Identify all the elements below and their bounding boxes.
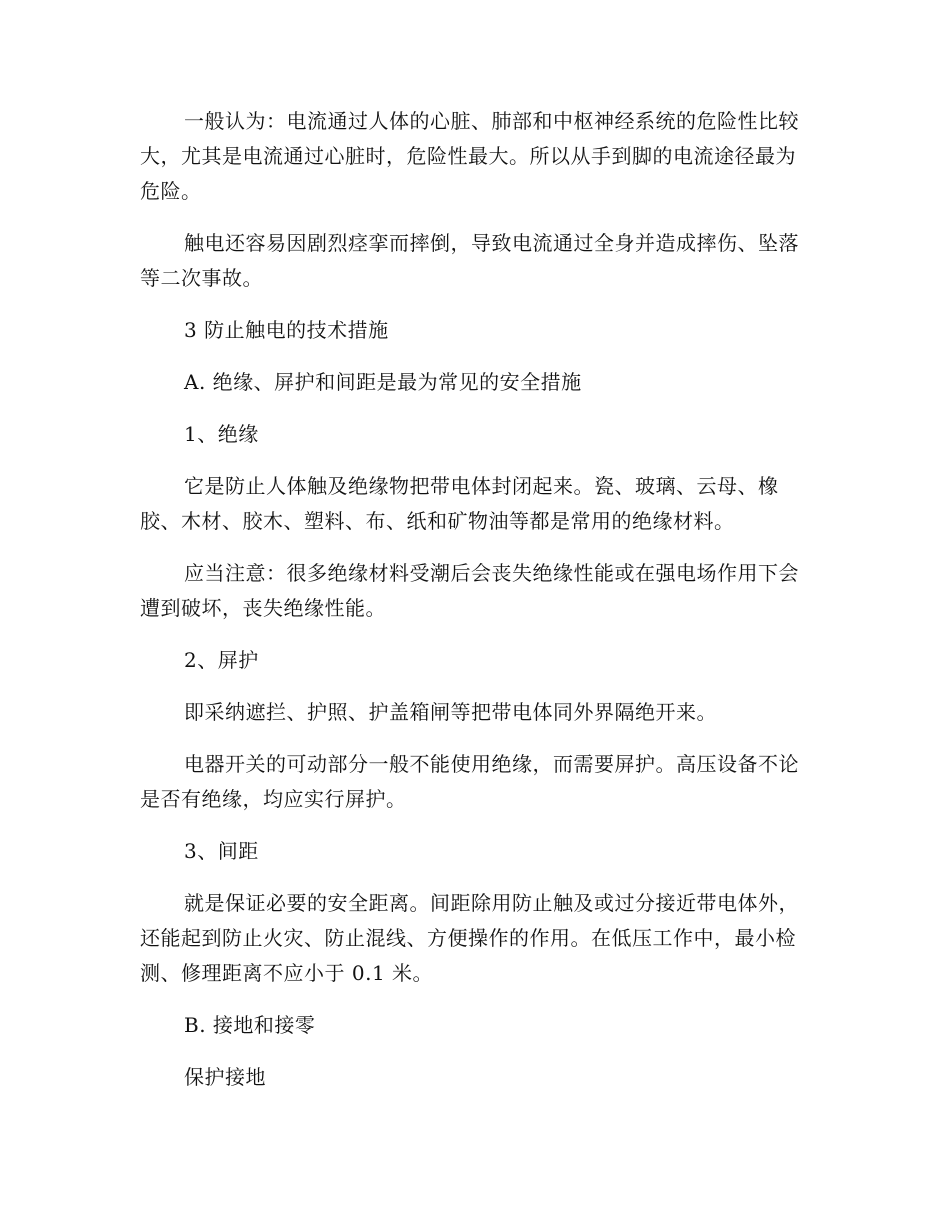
paragraph-spacing-detail: 就是保证必要的安全距离。间距除用防止触及或过分接近带电体外，还能起到防止火灾、防止混线、方便操作的作用。在低压工作中，最小检测、修理距离不应小于 0.1 米。 xyxy=(140,891,799,985)
item-heading-protective-grounding: 保护接地 xyxy=(184,1065,266,1089)
paragraph-insulation-note: 应当注意：很多绝缘材料受潮后会丧失绝缘性能或在强电场作用下会遭到破坏，丧失绝缘性能。 xyxy=(140,561,799,620)
paragraph-insulation-materials: 它是防止人体触及绝缘物把带电体封闭起来。瓷、玻璃、云母、橡胶、木材、胶木、塑料、布、纸和矿物油等都是常用的绝缘材料。 xyxy=(140,474,779,533)
paragraph-danger-path: 一般认为：电流通过人体的心脏、肺部和中枢神经系统的危险性比较大，尤其是电流通过心脏时，危险性最大。所以从手到脚的电流途径最为危险。 xyxy=(140,109,799,203)
item-heading-insulation: 1、绝缘 xyxy=(184,422,259,446)
item-heading-spacing: 3、间距 xyxy=(184,839,259,863)
subsection-heading-a: A. 绝缘、屏护和间距是最为常见的安全措施 xyxy=(184,370,582,394)
section-heading-prevention: 3 防止触电的技术措施 xyxy=(184,318,389,342)
subsection-heading-b: B. 接地和接零 xyxy=(184,1013,316,1037)
paragraph-shielding-requirement: 电器开关的可动部分一般不能使用绝缘，而需要屏护。高压设备不论是否有绝缘，均应实行屏护。 xyxy=(140,752,799,811)
paragraph-shielding-method: 即采纳遮拦、护照、护盖箱闸等把带电体同外界隔绝开来。 xyxy=(184,700,717,724)
document-page xyxy=(140,104,800,1112)
paragraph-secondary-accident: 触电还容易因剧烈痉挛而摔倒，导致电流通过全身并造成摔伤、坠落等二次事故。 xyxy=(140,231,799,290)
item-heading-shielding: 2、屏护 xyxy=(184,648,259,672)
